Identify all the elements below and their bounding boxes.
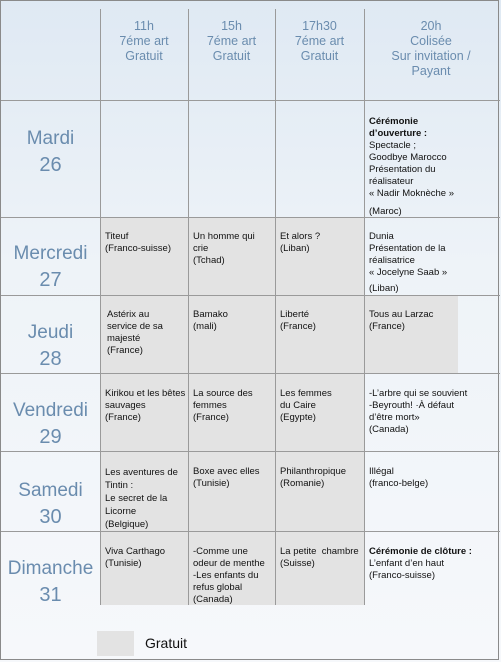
day-mardi xyxy=(1,125,100,179)
cell-line: Et alors ? xyxy=(280,231,321,242)
cell-line: (Franco-suisse) xyxy=(105,243,171,254)
header-time: 15h xyxy=(221,19,242,33)
cell-line: (Tunisie) xyxy=(193,478,230,489)
day-vendredi xyxy=(1,397,100,451)
grid-hline xyxy=(1,100,500,101)
grid-hline xyxy=(1,451,500,452)
cell-line: réalisatrice xyxy=(369,255,415,266)
cell-vendredi-15h xyxy=(193,388,275,424)
cell-line: (France) xyxy=(369,321,405,332)
cell-line: (Franco-suisse) xyxy=(369,570,435,581)
cell-jeudi-17h30 xyxy=(280,309,362,333)
day-number: 29 xyxy=(39,426,62,448)
day-name: Samedi xyxy=(18,480,83,501)
cell-line: (Canada) xyxy=(369,424,409,435)
cell-line: Titeuf xyxy=(105,231,129,242)
cell-line: La petite chambre xyxy=(280,546,359,557)
cell-samedi-17h30 xyxy=(280,466,362,490)
grid-vline xyxy=(364,9,365,605)
header-venue: 7éme art xyxy=(294,34,345,48)
cell-line: (Romanie) xyxy=(280,478,325,489)
day-mercredi xyxy=(1,240,100,294)
day-number: 30 xyxy=(39,506,62,528)
cell-jeudi-15h xyxy=(193,309,275,333)
cell-line: service de sa xyxy=(107,321,163,332)
header-17h30 xyxy=(275,19,364,64)
header-price: Gratuit xyxy=(125,49,163,63)
cell-dimanche-17h30 xyxy=(280,546,364,570)
cell-line: Présentation du xyxy=(369,164,436,175)
day-number: 31 xyxy=(39,584,62,606)
cell-samedi-11h xyxy=(105,466,187,531)
legend-swatch xyxy=(97,631,134,656)
cell-line: (France) xyxy=(193,412,229,423)
header-time: 17h30 xyxy=(302,19,337,33)
cell-line: (Liban) xyxy=(280,243,310,254)
header-price: Gratuit xyxy=(300,49,339,63)
cell-mardi-20h xyxy=(369,116,497,218)
header-price-2: Payant xyxy=(411,64,451,78)
cell-line: (Tchad) xyxy=(193,255,225,266)
cell-line: Les aventures de xyxy=(105,467,178,478)
cell-line: Goodbye Marocco xyxy=(369,152,447,163)
cell-samedi-15h xyxy=(193,466,275,490)
gratuit-fill-jeudi-20h xyxy=(364,295,458,373)
cell-line: « Nadir Moknèche » xyxy=(369,188,455,199)
cell-line: Tous au Larzac xyxy=(369,309,434,320)
header-time: 20h xyxy=(420,19,442,33)
cell-line: -Les enfants du xyxy=(193,570,259,581)
cell-line: (France) xyxy=(280,321,316,332)
grid-vline xyxy=(188,9,189,605)
cell-line: Les femmes xyxy=(280,388,332,399)
day-number: 26 xyxy=(39,154,62,176)
cell-line: L’enfant d’en haut xyxy=(369,558,445,569)
cell-mercredi-17h30 xyxy=(280,231,362,255)
cell-line: femmes xyxy=(193,400,227,411)
cell-line: Illégal xyxy=(369,466,394,477)
cell-line: Dunia xyxy=(369,231,394,242)
header-time: 11h xyxy=(134,19,154,33)
cell-line: (France) xyxy=(105,412,141,423)
cell-line: (Liban) xyxy=(369,283,399,294)
cell-line: (France) xyxy=(107,345,143,356)
day-samedi xyxy=(1,477,100,531)
header-venue: Colisée xyxy=(410,34,452,48)
cell-line: odeur de menthe xyxy=(193,558,265,569)
cell-line: -L’arbre qui se souvient xyxy=(369,388,468,399)
header-price: Sur invitation / xyxy=(391,49,471,63)
cell-line: Tintin : xyxy=(105,480,134,491)
cell-line: Viva Carthago xyxy=(105,546,166,557)
cell-line: majesté xyxy=(107,333,141,344)
day-name: Mercredi xyxy=(13,243,88,264)
cell-line: Kirikou et les bêtes xyxy=(105,388,186,399)
cell-dimanche-15h xyxy=(193,546,275,606)
cell-line: Philanthropique xyxy=(280,466,347,477)
header-venue: 7éme art xyxy=(206,34,257,48)
cell-bold-line: Cérémonie de clôture : xyxy=(369,546,472,557)
cell-line: (Tunisie) xyxy=(105,558,142,569)
day-jeudi xyxy=(1,319,100,373)
cell-line: La source des xyxy=(193,388,253,399)
grid-hline xyxy=(1,373,500,374)
cell-line: Boxe avec elles xyxy=(193,466,260,477)
header-20h xyxy=(364,19,498,79)
cell-samedi-20h xyxy=(369,466,497,490)
cell-line: Spectacle ; xyxy=(369,140,416,151)
cell-line: du Caire xyxy=(280,400,316,411)
day-dimanche xyxy=(1,555,100,609)
cell-mercredi-11h xyxy=(105,231,187,255)
cell-line: Liberté xyxy=(280,309,310,320)
cell-line: (Egypte) xyxy=(280,412,316,423)
header-venue: 7éme art xyxy=(119,34,169,48)
cell-line: crie xyxy=(193,243,209,254)
header-price: Gratuit xyxy=(212,49,251,63)
cell-line: sauvages xyxy=(105,400,146,411)
cell-dimanche-20h xyxy=(369,546,499,582)
cell-line: refus global xyxy=(193,582,243,593)
cell-jeudi-20h xyxy=(369,309,457,333)
cell-line: Bamako xyxy=(193,309,228,320)
cell-line: « Jocelyne Saab » xyxy=(369,267,448,278)
day-name: Vendredi xyxy=(12,400,88,421)
cell-line: (Belgique) xyxy=(105,519,149,530)
cell-vendredi-20h xyxy=(369,388,497,436)
cell-line: -Beyrouth! ·À défaut xyxy=(369,400,455,411)
cell-line: (Maroc) xyxy=(369,206,402,217)
cell-mercredi-15h xyxy=(193,231,275,267)
cell-mercredi-20h xyxy=(369,231,497,295)
cell-line: (franco-belge) xyxy=(369,478,429,489)
day-name: Mardi xyxy=(26,128,75,149)
cell-line: (Suisse) xyxy=(280,558,315,569)
legend-label: Gratuit xyxy=(145,635,188,651)
day-name: Jeudi xyxy=(27,322,74,343)
cell-line: (mali) xyxy=(193,321,217,332)
cell-dimanche-11h xyxy=(105,546,187,570)
cell-bold-line: Cérémonie xyxy=(369,116,419,127)
grid-vline xyxy=(100,9,101,605)
header-15h xyxy=(188,19,275,64)
cell-line: Un homme qui xyxy=(193,231,255,242)
cell-line: Le secret de la xyxy=(105,493,168,504)
cell-line: Licorne xyxy=(105,506,137,517)
cell-line: Présentation de la xyxy=(369,243,446,254)
header-11h xyxy=(100,19,188,64)
cell-vendredi-11h xyxy=(105,388,187,424)
cell-jeudi-11h xyxy=(107,309,187,357)
day-name: Dimanche xyxy=(7,558,94,579)
cell-line: Astérix au xyxy=(107,309,150,320)
cell-line: d’être mort» xyxy=(369,412,420,423)
cell-line: -Comme une xyxy=(193,546,248,557)
grid-hline xyxy=(1,531,500,532)
grid-vline xyxy=(275,9,276,605)
cell-line: (Canada) xyxy=(193,594,233,605)
day-number: 27 xyxy=(39,269,62,291)
cell-bold-line: d’ouverture : xyxy=(369,128,428,139)
grid-hline xyxy=(1,295,500,296)
cell-line: réalisateur xyxy=(369,176,414,187)
cell-vendredi-17h30 xyxy=(280,388,362,424)
day-number: 28 xyxy=(39,348,62,370)
